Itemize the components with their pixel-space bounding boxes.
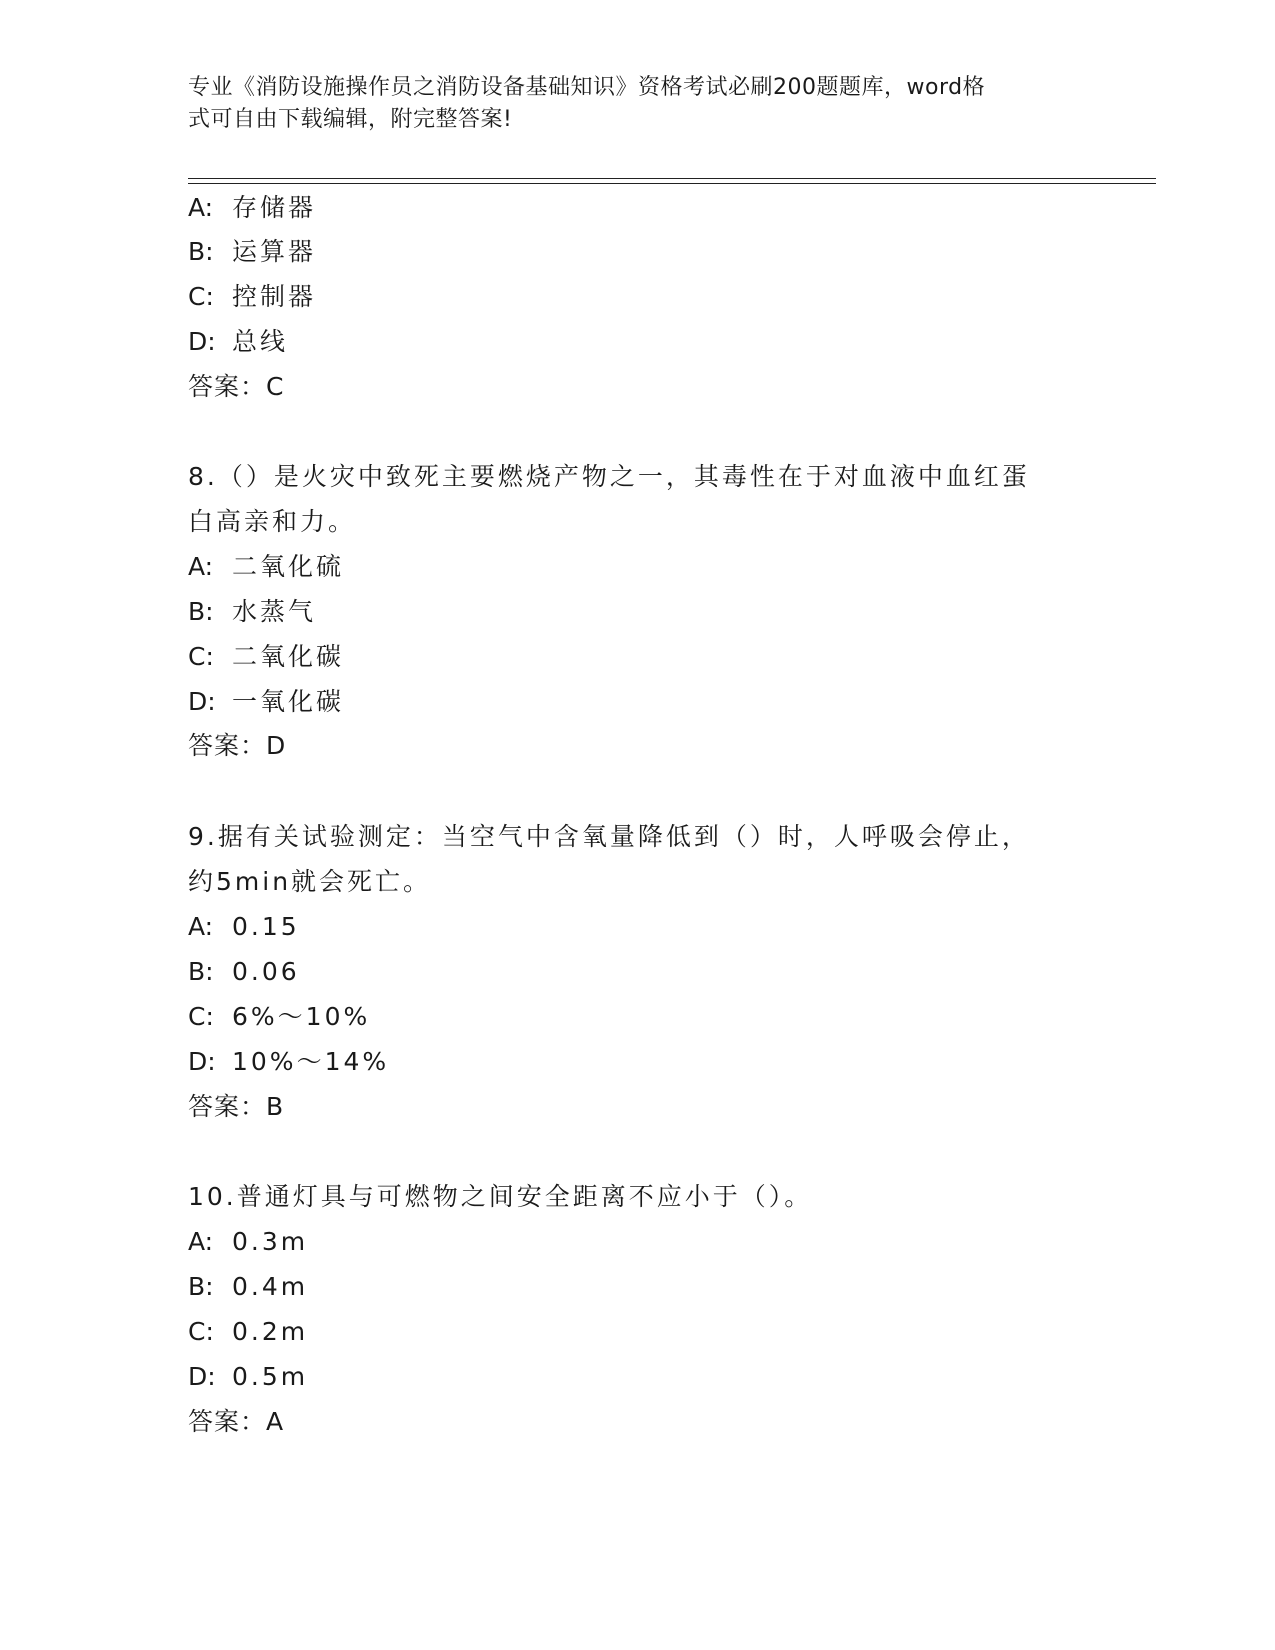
option-key: C: xyxy=(188,1002,214,1031)
option-q7-c xyxy=(188,281,316,313)
option-text: 存储器 xyxy=(232,193,317,222)
option-key: B: xyxy=(188,1272,214,1301)
header-divider-top xyxy=(188,178,1156,179)
option-key: B: xyxy=(188,957,214,986)
option-key: C: xyxy=(188,282,214,311)
option-q10-d xyxy=(188,1361,308,1393)
answer-q9: 答案：B xyxy=(188,1092,285,1121)
answer-q8: 答案：D xyxy=(188,731,287,760)
option-q10-c xyxy=(188,1316,308,1348)
document-header xyxy=(188,72,1068,136)
option-key: D: xyxy=(188,1047,216,1076)
option-text: 0.15 xyxy=(232,912,300,941)
question-10-stem-line-1: 10.普通灯具与可燃物之间安全距离不应小于（）。 xyxy=(188,1182,813,1211)
option-text: 0.5m xyxy=(232,1362,309,1391)
option-q9-c xyxy=(188,1001,370,1033)
answer-q7: 答案：C xyxy=(188,372,285,401)
option-text: 0.4m xyxy=(232,1272,309,1301)
option-q7-a xyxy=(188,192,316,224)
question-9-stem-line-1: 9.据有关试验测定：当空气中含氧量降低到（）时，人呼吸会停止， xyxy=(188,822,1030,851)
header-divider-bottom xyxy=(188,183,1156,184)
option-q8-d xyxy=(188,686,344,718)
option-key: B: xyxy=(188,237,214,266)
option-q8-a xyxy=(188,551,344,583)
question-8-stem-line-2: 白高亲和力。 xyxy=(188,507,357,536)
option-key: D: xyxy=(188,327,216,356)
header-line-2: 式可自由下载编辑，附完整答案! xyxy=(188,107,513,132)
question-8-stem-line-1: 8.（）是火灾中致死主要燃烧产物之一，其毒性在于对血液中血红蛋 xyxy=(188,462,1030,491)
option-key: B: xyxy=(188,597,214,626)
option-text: 一氧化碳 xyxy=(232,687,345,716)
option-q9-a xyxy=(188,911,300,943)
option-text: 0.3m xyxy=(232,1227,309,1256)
option-q7-b xyxy=(188,236,316,268)
option-text: 0.06 xyxy=(232,957,300,986)
option-key: C: xyxy=(188,642,214,671)
option-key: A: xyxy=(188,912,214,941)
option-text: 二氧化碳 xyxy=(232,642,345,671)
answer-q10: 答案：A xyxy=(188,1407,285,1436)
option-key: C: xyxy=(188,1317,214,1346)
option-key: D: xyxy=(188,1362,216,1391)
option-text: 运算器 xyxy=(232,237,317,266)
option-text: 总线 xyxy=(232,327,289,356)
option-key: A: xyxy=(188,1227,214,1256)
option-text: 控制器 xyxy=(232,282,317,311)
option-key: D: xyxy=(188,687,216,716)
option-key: A: xyxy=(188,552,214,581)
question-9-stem-line-2: 约5min就会死亡。 xyxy=(188,867,432,896)
option-q8-b xyxy=(188,596,316,628)
option-text: 6%～10% xyxy=(232,1002,371,1031)
option-q8-c xyxy=(188,641,344,673)
option-q10-a xyxy=(188,1226,308,1258)
option-q10-b xyxy=(188,1271,308,1303)
option-text: 0.2m xyxy=(232,1317,309,1346)
option-key: A: xyxy=(188,193,214,222)
header-line-1: 专业《消防设施操作员之消防设备基础知识》资格考试必刷200题题库，word格 xyxy=(188,75,986,100)
option-text: 水蒸气 xyxy=(232,597,317,626)
option-q9-d xyxy=(188,1046,389,1078)
option-q7-d xyxy=(188,326,288,358)
option-text: 二氧化硫 xyxy=(232,552,345,581)
option-text: 10%～14% xyxy=(232,1047,390,1076)
option-q9-b xyxy=(188,956,300,988)
